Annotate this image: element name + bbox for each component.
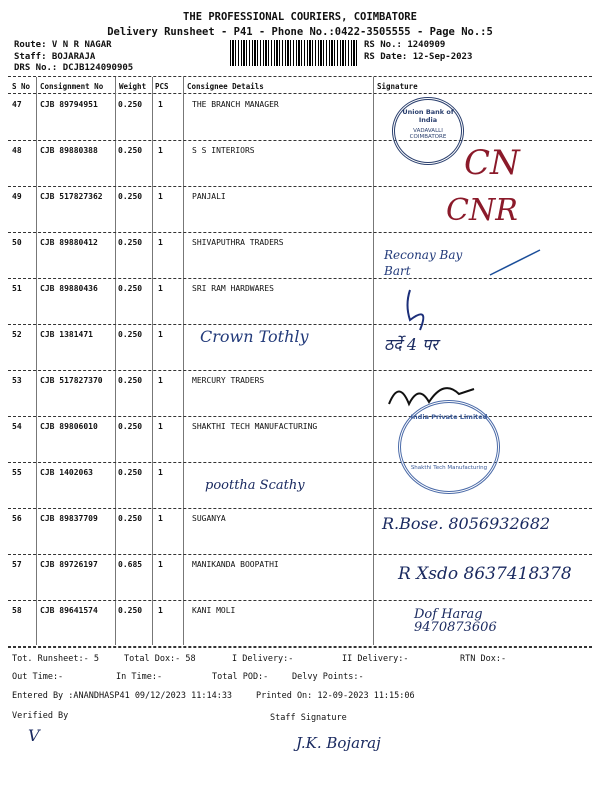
- handwritten-consignee: Crown Tothly: [200, 327, 309, 346]
- row-sno: 48: [12, 146, 22, 155]
- row-pcs: 1: [158, 192, 163, 201]
- row-divider: [8, 232, 592, 233]
- row-consignee: THE BRANCH MANAGER: [192, 100, 279, 109]
- row-weight: 0.250: [118, 238, 143, 247]
- staff-label: Staff: BOJARAJA: [14, 52, 96, 62]
- route-label: Route: V N R NAGAR: [14, 40, 112, 50]
- row-pcs: 1: [158, 284, 163, 293]
- row-weight: 0.250: [118, 284, 143, 293]
- i-delivery: I Delivery:-: [232, 654, 294, 664]
- verified-mark: V: [28, 726, 40, 745]
- row-pcs: 1: [158, 422, 163, 431]
- in-time: In Time:-: [116, 672, 163, 682]
- row-consignee: SHIVAPUTHRA TRADERS: [192, 238, 284, 247]
- company-stamp: India Private Limited Shakthi Tech Manufacturing: [398, 400, 500, 494]
- entered-by: Entered By :ANANDHASP41 09/12/2023 11:14:33: [12, 691, 233, 701]
- handwritten-signature: Reconay Bay Bart: [384, 248, 463, 278]
- row-weight: 0.250: [118, 422, 143, 431]
- row-weight: 0.250: [118, 376, 143, 385]
- delivery-points: Delvy Points:-: [292, 672, 364, 682]
- handwritten-signature: CNR: [446, 193, 518, 228]
- row-consignee: MANIKANDA BOOPATHI: [192, 560, 279, 569]
- row-consignment: CJB 89726197: [40, 560, 98, 569]
- col-header-signature: Signature: [377, 82, 418, 91]
- row-consignee: PANJALI: [192, 192, 226, 201]
- total-runsheet: Tot. Runsheet:- 5: [12, 654, 99, 664]
- row-sno: 52: [12, 330, 22, 339]
- row-pcs: 1: [158, 330, 163, 339]
- column-separator: [152, 77, 153, 645]
- divider: [8, 647, 592, 648]
- row-consignment: CJB 1381471: [40, 330, 93, 339]
- divider: [8, 76, 592, 77]
- row-sno: 47: [12, 100, 22, 109]
- row-weight: 0.250: [118, 100, 143, 109]
- row-divider: [8, 600, 592, 601]
- row-consignee: S S INTERIORS: [192, 146, 255, 155]
- total-dox: Total Dox:- 58: [124, 654, 196, 664]
- row-pcs: 1: [158, 560, 163, 569]
- row-consignee: KANI MOLI: [192, 606, 236, 615]
- row-weight: 0.250: [118, 514, 143, 523]
- handwritten-signature: R Xsdo 8637418378: [398, 564, 572, 584]
- row-consignee: SRI RAM HARDWARES: [192, 284, 274, 293]
- row-divider: [8, 416, 592, 417]
- col-header-consignment: Consignment No: [40, 82, 104, 91]
- col-header-weight: Weight: [119, 82, 147, 91]
- row-consignment: CJB 517827370: [40, 376, 103, 385]
- row-divider: [8, 554, 592, 555]
- row-weight: 0.250: [118, 606, 143, 615]
- row-weight: 0.250: [118, 468, 143, 477]
- row-consignment: CJB 89880436: [40, 284, 98, 293]
- bank-stamp: Union Bank of India VADAVALLI COIMBATORE: [392, 97, 464, 165]
- rs-number: RS No.: 1240909: [364, 40, 446, 50]
- handwritten-signature: Dof Harag 9470873606: [414, 607, 497, 635]
- row-consignment: CJB 517827362: [40, 192, 103, 201]
- row-consignment: CJB 89794951: [40, 100, 98, 109]
- row-consignee: MERCURY TRADERS: [192, 376, 265, 385]
- handwritten-signature: ठर्दे 4 पर: [384, 335, 438, 354]
- row-sno: 57: [12, 560, 22, 569]
- divider: [8, 93, 592, 94]
- column-separator: [36, 77, 37, 645]
- row-sno: 54: [12, 422, 22, 431]
- column-separator: [115, 77, 116, 645]
- row-consignment: CJB 89641574: [40, 606, 98, 615]
- out-time: Out Time:-: [12, 672, 64, 682]
- row-consignment: CJB 89837709: [40, 514, 98, 523]
- handwritten-consignee: poottha Scathy: [205, 478, 305, 493]
- row-weight: 0.685: [118, 560, 143, 569]
- row-consignment: CJB 89880412: [40, 238, 98, 247]
- row-sno: 56: [12, 514, 22, 523]
- row-pcs: 1: [158, 606, 163, 615]
- row-weight: 0.250: [118, 192, 143, 201]
- row-pcs: 1: [158, 376, 163, 385]
- handwritten-signature: CN: [464, 143, 520, 183]
- row-divider: [8, 462, 592, 463]
- document-subtitle: Delivery Runsheet - P41 - Phone No.:0422-3505555 - Page No.:5: [107, 26, 493, 38]
- row-weight: 0.250: [118, 146, 143, 155]
- row-sno: 55: [12, 468, 22, 477]
- row-consignment: CJB 89880388: [40, 146, 98, 155]
- row-weight: 0.250: [118, 330, 143, 339]
- row-pcs: 1: [158, 100, 163, 109]
- barcode: [230, 40, 358, 66]
- row-consignee: SHAKTHI TECH MANUFACTURING: [192, 422, 318, 431]
- ii-delivery: II Delivery:-: [342, 654, 409, 664]
- column-separator: [373, 77, 374, 645]
- row-sno: 50: [12, 238, 22, 247]
- row-sno: 49: [12, 192, 22, 201]
- row-consignee: SUGANYA: [192, 514, 226, 523]
- rtn-dox: RTN Dox:-: [460, 654, 507, 664]
- rs-date: RS Date: 12-Sep-2023: [364, 52, 473, 62]
- staff-signature: J.K. Bojaraj: [296, 734, 381, 752]
- col-header-pcs: PCS: [155, 82, 169, 91]
- drs-number: DRS No.: DCJB124090905: [14, 63, 134, 73]
- staff-signature-label: Staff Signature: [270, 713, 347, 723]
- row-sno: 58: [12, 606, 22, 615]
- row-pcs: 1: [158, 468, 163, 477]
- row-consignment: CJB 89806010: [40, 422, 98, 431]
- row-consignment: CJB 1402063: [40, 468, 93, 477]
- row-pcs: 1: [158, 238, 163, 247]
- row-divider: [8, 186, 592, 187]
- row-pcs: 1: [158, 514, 163, 523]
- row-sno: 51: [12, 284, 22, 293]
- row-sno: 53: [12, 376, 22, 385]
- signature-stroke: [380, 245, 550, 335]
- col-header-consignee: Consignee Details: [187, 82, 264, 91]
- row-divider: [8, 140, 592, 141]
- handwritten-signature: R.Bose. 8056932682: [382, 514, 551, 533]
- column-separator: [183, 77, 184, 645]
- printed-on: Printed On: 12-09-2023 11:15:06: [256, 691, 415, 701]
- col-header-sno: S No: [12, 82, 31, 91]
- row-divider: [8, 508, 592, 509]
- total-pod: Total POD:-: [212, 672, 269, 682]
- row-divider: [8, 370, 592, 371]
- verified-by: Verified By: [12, 711, 69, 721]
- document-title: THE PROFESSIONAL COURIERS, COIMBATORE: [183, 11, 417, 23]
- row-pcs: 1: [158, 146, 163, 155]
